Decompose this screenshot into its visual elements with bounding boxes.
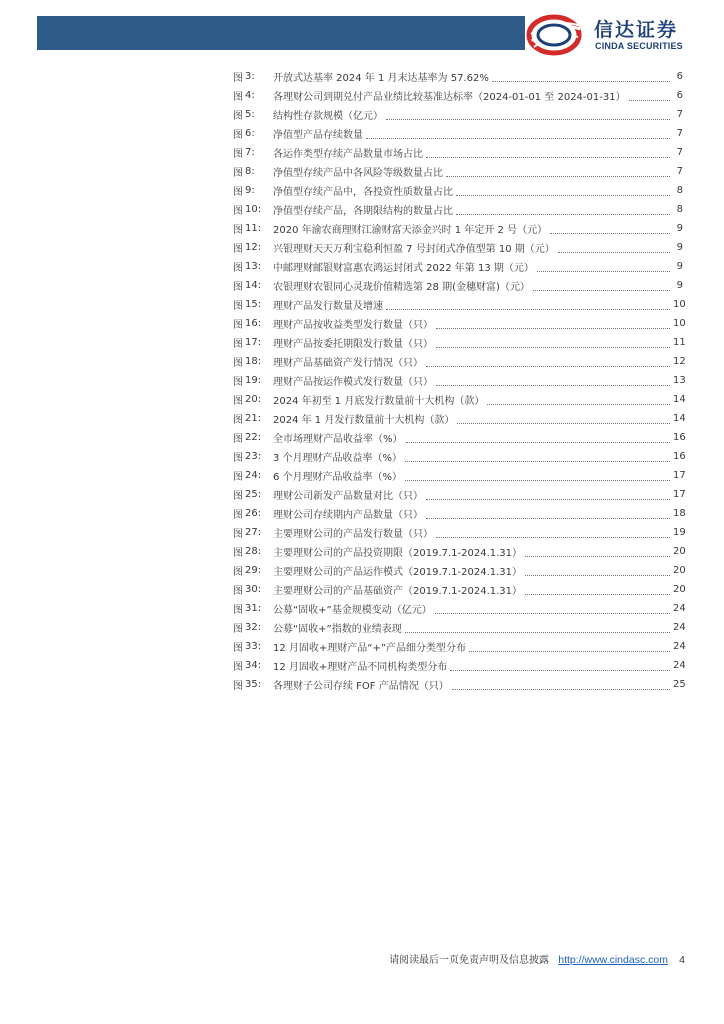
figure-title: 主要理财公司的产品发行数量（只）	[273, 529, 433, 540]
dot-leader	[525, 587, 670, 595]
figure-page: 24	[673, 660, 686, 671]
figure-number: 5:	[245, 109, 255, 120]
toc-entry[interactable]	[233, 67, 683, 86]
figure-page: 20	[673, 546, 686, 557]
figure-title: 主要理财公司的产品运作模式（2019.7.1-2024.1.31）	[273, 567, 523, 578]
dot-leader	[550, 226, 670, 234]
figure-title: 12 月固收+理财产品“+”产品细分类型分布	[273, 643, 467, 654]
figure-page: 16	[673, 451, 686, 462]
figure-title: 净值型存续产品，各期限结构的数量占比	[273, 206, 453, 217]
figure-title: 中邮理财邮银财富惠农鸿运封闭式 2022 年第 13 期（元）	[273, 263, 534, 274]
dot-leader	[446, 169, 670, 177]
figure-number: 3:	[245, 71, 255, 82]
figure-title: 净值型产品存续数量	[273, 130, 363, 141]
figure-label: 图	[233, 567, 243, 578]
toc-entry[interactable]	[233, 105, 683, 124]
page-number: 4	[679, 954, 685, 966]
dot-leader	[366, 131, 670, 139]
dot-leader	[435, 606, 670, 614]
figure-label: 图	[233, 586, 243, 597]
dot-leader	[426, 492, 670, 500]
figure-title: 主要理财公司的产品投资期限（2019.7.1-2024.1.31）	[273, 548, 523, 559]
dot-leader	[525, 549, 670, 557]
figure-number: 21:	[245, 413, 262, 424]
figure-page: 18	[673, 508, 686, 519]
dot-leader	[537, 264, 670, 272]
toc-entry[interactable]	[233, 656, 686, 675]
figure-number: 15:	[245, 299, 262, 310]
toc-entry[interactable]	[233, 333, 686, 352]
figure-page: 13	[673, 375, 686, 386]
toc-entry[interactable]	[233, 580, 686, 599]
figure-label: 图	[233, 396, 243, 407]
header-band	[37, 16, 525, 50]
dot-leader	[558, 245, 670, 253]
toc-entry[interactable]	[233, 409, 686, 428]
figure-page: 9	[676, 242, 683, 253]
figure-title: 2024 年 1 月发行数量前十大机构（款）	[273, 415, 455, 426]
dot-leader	[426, 511, 670, 519]
figure-page: 9	[676, 280, 683, 291]
figure-label: 图	[233, 168, 243, 179]
figure-label: 图	[233, 453, 243, 464]
figure-page: 14	[673, 413, 686, 424]
dot-leader	[405, 454, 670, 462]
logo-chinese-text: 信达证券	[594, 19, 679, 41]
figure-page: 20	[673, 565, 686, 576]
figure-label: 图	[233, 510, 243, 521]
figure-number: 8:	[245, 166, 255, 177]
figure-number: 4:	[245, 90, 255, 101]
figure-number: 19:	[245, 375, 262, 386]
dot-leader	[533, 283, 670, 291]
figure-number: 20:	[245, 394, 262, 405]
figure-title: 理财公司新发产品数量对比（只）	[273, 491, 423, 502]
figure-label: 图	[233, 605, 243, 616]
figure-number: 31:	[245, 603, 262, 614]
figure-title: 净值型存续产品中，各投资性质数量占比	[273, 187, 453, 198]
toc-entry[interactable]	[233, 675, 686, 694]
figure-title: 主要理财公司的产品基础资产（2019.7.1-2024.1.31）	[273, 586, 523, 597]
figure-page: 16	[673, 432, 686, 443]
figure-page: 7	[676, 166, 683, 177]
toc-entry[interactable]	[233, 390, 686, 409]
figure-number: 18:	[245, 356, 262, 367]
figure-title: 12 月固收+理财产品不同机构类型分布	[273, 662, 448, 673]
cinda-logo-icon	[526, 13, 586, 57]
figure-label: 图	[233, 301, 243, 312]
figure-title: 理财产品按委托期限发行数量（只）	[273, 339, 433, 350]
toc-entry[interactable]	[233, 447, 686, 466]
figure-title: 理财产品基础资产发行情况（只）	[273, 358, 423, 369]
toc-entry[interactable]	[233, 219, 683, 238]
toc-entry[interactable]	[233, 314, 686, 333]
dot-leader	[386, 112, 670, 120]
figure-label: 图	[233, 491, 243, 502]
figure-title: 6 个月理财产品收益率（%）	[273, 472, 403, 483]
figure-page: 17	[673, 489, 686, 500]
figure-page: 9	[676, 261, 683, 272]
toc-entry[interactable]	[233, 181, 683, 200]
toc-entry[interactable]	[233, 238, 683, 257]
figure-label: 图	[233, 358, 243, 369]
figure-page: 25	[673, 679, 686, 690]
figure-label: 图	[233, 187, 243, 198]
dot-leader	[492, 74, 670, 82]
figure-page: 20	[673, 584, 686, 595]
figure-number: 23:	[245, 451, 262, 462]
figure-label: 图	[233, 111, 243, 122]
figure-page: 14	[673, 394, 686, 405]
figure-number: 28:	[245, 546, 262, 557]
figure-title: 公募“固收+”基金规模变动（亿元）	[273, 605, 432, 616]
figure-label: 图	[233, 377, 243, 388]
toc-entry[interactable]	[233, 504, 686, 523]
figure-label: 图	[233, 206, 243, 217]
cinda-logo	[526, 13, 696, 57]
figure-number: 35:	[245, 679, 262, 690]
figure-label: 图	[233, 320, 243, 331]
figure-title: 结构性存款规模（亿元）	[273, 111, 383, 122]
figure-label: 图	[233, 73, 243, 84]
figure-label: 图	[233, 244, 243, 255]
figure-title: 净值型存续产品中各风险等级数量占比	[273, 168, 443, 179]
website-link[interactable]: http://www.cindasc.com	[558, 954, 668, 966]
dot-leader	[406, 435, 670, 443]
dot-leader	[452, 682, 670, 690]
figure-page: 12	[673, 356, 686, 367]
figure-page: 19	[673, 527, 686, 538]
figure-number: 27:	[245, 527, 262, 538]
figure-number: 30:	[245, 584, 262, 595]
dot-leader	[456, 207, 670, 215]
figure-label: 图	[233, 434, 243, 445]
figure-number: 10:	[245, 204, 262, 215]
figure-title: 理财产品按运作模式发行数量（只）	[273, 377, 433, 388]
figure-number: 25:	[245, 489, 262, 500]
figure-label: 图	[233, 472, 243, 483]
figure-number: 6:	[245, 128, 255, 139]
figure-label: 图	[233, 681, 243, 692]
figure-page: 24	[673, 641, 686, 652]
toc-entry[interactable]	[233, 523, 686, 542]
dot-leader	[487, 397, 670, 405]
figure-title: 公募“固收+”指数的业绩表现	[273, 624, 402, 635]
figure-label: 图	[233, 263, 243, 274]
figure-title: 3 个月理财产品收益率（%）	[273, 453, 403, 464]
dot-leader	[525, 568, 670, 576]
figure-title: 各理财公司到期兑付产品业绩比较基准达标率（2024-01-01 至 2024-01-31）	[273, 92, 626, 103]
toc-entry[interactable]	[233, 561, 686, 580]
figure-title: 农银理财农银同心灵珑价值精选第 28 期(金穗财富)（元）	[273, 282, 530, 293]
figure-number: 9:	[245, 185, 255, 196]
figure-page: 6	[676, 71, 683, 82]
figure-title: 开放式达基率 2024 年 1 月末达基率为 57.62%	[273, 73, 489, 84]
figure-title: 2020 年渝农商理财江渝财富天添金兴时 1 年定开 2 号（元）	[273, 225, 548, 236]
toc-entry[interactable]	[233, 124, 683, 143]
figure-title: 理财产品按收益类型发行数量（只）	[273, 320, 433, 331]
dot-leader	[456, 188, 670, 196]
figure-list	[233, 67, 686, 694]
figure-label: 图	[233, 662, 243, 673]
figure-page: 7	[676, 109, 683, 120]
toc-entry[interactable]	[233, 542, 686, 561]
figure-title: 2024 年初至 1 月底发行数量前十大机构（款）	[273, 396, 485, 407]
figure-number: 24:	[245, 470, 262, 481]
dot-leader	[436, 321, 670, 329]
figure-label: 图	[233, 130, 243, 141]
figure-page: 9	[676, 223, 683, 234]
figure-title: 全市场理财产品收益率（%）	[273, 434, 403, 445]
dot-leader	[629, 93, 670, 101]
dot-leader	[436, 530, 670, 538]
figure-label: 图	[233, 548, 243, 559]
figure-page: 8	[676, 204, 683, 215]
figure-number: 11:	[245, 223, 262, 234]
toc-entry[interactable]	[233, 599, 686, 618]
figure-page: 24	[673, 622, 686, 633]
figure-number: 33:	[245, 641, 262, 652]
toc-entry[interactable]	[233, 276, 683, 295]
figure-page: 7	[676, 147, 683, 158]
figure-number: 17:	[245, 337, 262, 348]
dot-leader	[436, 378, 670, 386]
figure-number: 29:	[245, 565, 262, 576]
figure-label: 图	[233, 624, 243, 635]
logo-english-text: CINDA SECURITIES	[595, 41, 683, 51]
figure-title: 兴银理财天天万利宝稳利恒盈 7 号封闭式净值型第 10 期（元）	[273, 244, 555, 255]
figure-label: 图	[233, 92, 243, 103]
figure-title: 各理财子公司存续 FOF 产品情况（只）	[273, 681, 449, 692]
dot-leader	[457, 416, 670, 424]
toc-entry[interactable]	[233, 295, 686, 314]
figure-title: 理财公司存续期内产品数量（只）	[273, 510, 423, 521]
dot-leader	[469, 644, 670, 652]
dot-leader	[450, 663, 670, 671]
dot-leader	[426, 150, 670, 158]
figure-page: 6	[676, 90, 683, 101]
dot-leader	[405, 473, 670, 481]
figure-number: 22:	[245, 432, 262, 443]
figure-number: 32:	[245, 622, 262, 633]
figure-label: 图	[233, 282, 243, 293]
toc-entry[interactable]	[233, 352, 686, 371]
dot-leader	[405, 625, 670, 633]
toc-entry[interactable]	[233, 485, 686, 504]
toc-entry[interactable]	[233, 618, 686, 637]
toc-entry[interactable]	[233, 428, 686, 447]
figure-page: 7	[676, 128, 683, 139]
figure-number: 34:	[245, 660, 262, 671]
figure-page: 10	[673, 299, 686, 310]
figure-number: 16:	[245, 318, 262, 329]
figure-title: 各运作类型存续产品数量市场占比	[273, 149, 423, 160]
footer	[300, 951, 685, 966]
disclaimer-notice: 请阅读最后一页免责声明及信息披露	[389, 955, 550, 966]
figure-page: 10	[673, 318, 686, 329]
figure-label: 图	[233, 339, 243, 350]
dot-leader	[386, 302, 670, 310]
toc-entry[interactable]	[233, 257, 683, 276]
figure-label: 图	[233, 415, 243, 426]
figure-number: 12:	[245, 242, 262, 253]
figure-number: 13:	[245, 261, 262, 272]
figure-label: 图	[233, 643, 243, 654]
dot-leader	[426, 359, 670, 367]
toc-entry[interactable]	[233, 371, 686, 390]
toc-entry[interactable]	[233, 143, 683, 162]
figure-label: 图	[233, 529, 243, 540]
figure-page: 24	[673, 603, 686, 614]
figure-label: 图	[233, 225, 243, 236]
toc-entry[interactable]	[233, 162, 683, 181]
figure-page: 8	[676, 185, 683, 196]
toc-entry[interactable]	[233, 200, 683, 219]
figure-page: 11	[673, 337, 686, 348]
toc-entry[interactable]	[233, 637, 686, 656]
figure-title: 理财产品发行数量及增速	[273, 301, 383, 312]
figure-page: 17	[673, 470, 686, 481]
figure-number: 26:	[245, 508, 262, 519]
dot-leader	[436, 340, 670, 348]
figure-number: 7:	[245, 147, 255, 158]
toc-entry[interactable]	[233, 86, 683, 105]
figure-number: 14:	[245, 280, 262, 291]
figure-label: 图	[233, 149, 243, 160]
toc-entry[interactable]	[233, 466, 686, 485]
